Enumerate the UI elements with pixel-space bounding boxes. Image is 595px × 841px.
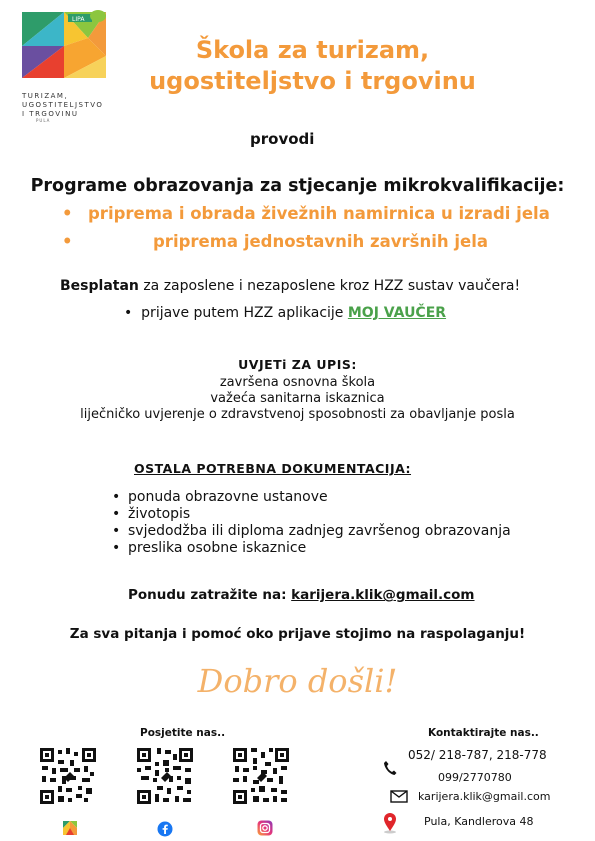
contact-email[interactable]: karijera.klik@gmail.com xyxy=(418,790,551,803)
condition-line-1: završena osnovna škola xyxy=(219,375,376,390)
program-bullet: • xyxy=(62,204,73,223)
logo-line-1: TURIZAM, xyxy=(22,92,69,100)
contact-phone-1: 052/ 218-787, 218-778 xyxy=(408,748,547,762)
facebook-icon[interactable] xyxy=(157,821,173,837)
help-text: Za sva pitanja i pomoć oko prijave stojimo na raspolaganju! xyxy=(69,626,526,642)
qr-code-website[interactable] xyxy=(38,746,98,806)
conditions-heading: UVJETi ZA UPIS: xyxy=(238,357,357,372)
apply-text: prijave putem HZZ aplikacije xyxy=(141,305,348,321)
qr-code-instagram[interactable] xyxy=(231,746,291,806)
offer-email-link[interactable]: karijera.klik@gmail.com xyxy=(291,587,475,603)
condition-line-3: liječničko uvjerenje o zdravstvenoj sposobnosti za obavljanje posla xyxy=(80,407,515,422)
offer-line xyxy=(128,587,475,603)
school-name xyxy=(140,35,485,97)
documents-heading: OSTALA POTREBNA DOKUMENTACIJA: xyxy=(134,461,412,476)
condition-line-2: važeća sanitarna iskaznica xyxy=(210,391,385,406)
phone-icon xyxy=(383,760,397,776)
website-icon[interactable] xyxy=(62,820,78,836)
logo-badge: LIPA xyxy=(72,16,85,23)
offer-label: Ponudu zatražite na: xyxy=(128,587,292,603)
instagram-icon[interactable] xyxy=(257,820,273,836)
documents-list xyxy=(112,489,511,557)
apply-line xyxy=(124,305,446,321)
location-pin-icon xyxy=(382,812,398,834)
contact-heading: Kontaktirajte nas.. xyxy=(428,727,539,739)
visit-heading: Posjetite nas.. xyxy=(140,727,226,739)
free-rest: za zaposlene i nezaposlene kroz HZZ sustav vaučera! xyxy=(138,278,521,294)
logo-text xyxy=(22,92,103,119)
contact-phone-2: 099/2770780 xyxy=(438,771,512,784)
free-bold: Besplatan xyxy=(60,278,139,294)
qr-code-facebook[interactable] xyxy=(135,746,195,806)
programs-title: Programe obrazovanja za stjecanje mikrokvalifikacije: xyxy=(30,176,565,196)
program-bullet: • xyxy=(62,232,73,251)
provodi-text: provodi xyxy=(250,130,315,148)
moj-vaucer-link[interactable]: MOJ VAUČER xyxy=(347,305,447,321)
free-line xyxy=(60,278,520,294)
logo-line-2: UGOSTITELJSTVO xyxy=(22,101,104,109)
program-item-1: priprema i obrada živežnih namirnica u izradi jela xyxy=(88,204,550,223)
school-name-line-1: Škola za turizam, xyxy=(195,36,430,64)
contact-address: Pula, Kandlerova 48 xyxy=(424,815,534,828)
school-name-line-2: ugostiteljstvo i trgovinu xyxy=(149,67,476,95)
welcome-text: Dobro došli! xyxy=(197,662,398,700)
document-item: • ponuda obrazovne ustanove xyxy=(112,489,511,506)
logo-line-3: I TRGOVINU xyxy=(22,110,79,118)
apply-bullet: • xyxy=(124,305,142,321)
logo-city: PULA xyxy=(36,118,51,123)
document-item: • životopis xyxy=(112,506,511,523)
document-item: • svjedodžba ili diploma zadnjeg završenog obrazovanja xyxy=(112,523,511,540)
mail-icon xyxy=(390,790,408,803)
document-item: • preslika osobne iskaznice xyxy=(112,540,511,557)
program-item-2: priprema jednostavnih završnih jela xyxy=(153,232,489,251)
